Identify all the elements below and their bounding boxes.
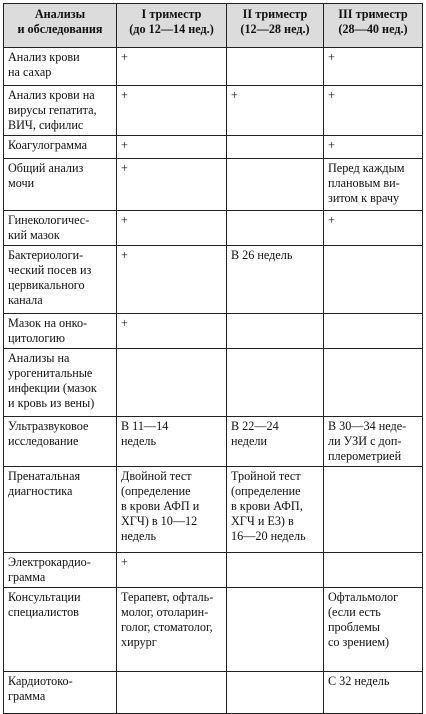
table-row	[4, 314, 423, 349]
cell-trimester-3	[324, 467, 423, 553]
cell-trimester-3: С 32 недель	[324, 672, 423, 714]
row-test-name: Коагулограмма	[4, 136, 117, 159]
table-row	[4, 159, 423, 211]
pregnancy-tests-table	[3, 3, 423, 714]
cell-trimester-2	[227, 349, 324, 417]
header-row	[4, 4, 423, 48]
header-tests: Анализы и обследования	[4, 4, 117, 48]
table-row	[4, 553, 423, 588]
row-test-name: Анализ крови на сахар	[4, 48, 117, 86]
cell-trimester-1: +	[117, 211, 227, 246]
row-test-name: Бактериологи- ческий посев из цервикального канала	[4, 246, 117, 314]
cell-trimester-2	[227, 136, 324, 159]
row-test-name: Пренатальная диагностика	[4, 467, 117, 553]
cell-trimester-3: +	[324, 48, 423, 86]
table-wrapper	[3, 3, 423, 714]
cell-trimester-2: +	[227, 86, 324, 136]
cell-trimester-3	[324, 553, 423, 588]
cell-trimester-1: +	[117, 159, 227, 211]
table-row	[4, 349, 423, 417]
header-trimester-3: III триместр (28—40 нед.)	[324, 4, 423, 48]
table-row	[4, 136, 423, 159]
cell-trimester-3	[324, 314, 423, 349]
row-test-name: Электрокардио- грамма	[4, 553, 117, 588]
cell-trimester-2	[227, 672, 324, 714]
table-row	[4, 672, 423, 714]
table-body	[4, 48, 423, 714]
cell-trimester-1: +	[117, 314, 227, 349]
cell-trimester-2	[227, 314, 324, 349]
table-row	[4, 246, 423, 314]
cell-trimester-3	[324, 349, 423, 417]
cell-trimester-2: В 26 недель	[227, 246, 324, 314]
row-test-name: Кардиотоко- грамма	[4, 672, 117, 714]
table-row	[4, 211, 423, 246]
cell-trimester-1: В 11—14 недель	[117, 417, 227, 467]
row-test-name: Общий анализ мочи	[4, 159, 117, 211]
table-row	[4, 417, 423, 467]
table-row	[4, 48, 423, 86]
cell-trimester-2: В 22—24 недели	[227, 417, 324, 467]
table-row	[4, 588, 423, 672]
cell-trimester-1: +	[117, 246, 227, 314]
cell-trimester-1	[117, 349, 227, 417]
cell-trimester-2	[227, 553, 324, 588]
cell-trimester-2	[227, 588, 324, 672]
cell-trimester-3: В 30—34 неде- ли УЗИ с доп- плерометрией	[324, 417, 423, 467]
cell-trimester-1: Терапевт, офталь- молог, отоларин- голог, стоматолог, хирург	[117, 588, 227, 672]
row-test-name: Гинекологичес- кий мазок	[4, 211, 117, 246]
row-test-name: Мазок на онко- цитологию	[4, 314, 117, 349]
row-test-name: Анализ крови на вирусы гепатита, ВИЧ, сифилис	[4, 86, 117, 136]
cell-trimester-3: +	[324, 211, 423, 246]
cell-trimester-3	[324, 246, 423, 314]
cell-trimester-2	[227, 211, 324, 246]
table-row	[4, 86, 423, 136]
header-trimester-1: I триместр (до 12—14 нед.)	[117, 4, 227, 48]
cell-trimester-3: +	[324, 86, 423, 136]
cell-trimester-3: +	[324, 136, 423, 159]
cell-trimester-1: +	[117, 136, 227, 159]
cell-trimester-1: Двойной тест (определение в крови АФП и ХГЧ) в 10—12 недель	[117, 467, 227, 553]
table-row	[4, 467, 423, 553]
cell-trimester-1: +	[117, 48, 227, 86]
row-test-name: Анализы на урогенитальные инфекции (мазок и кровь из вены)	[4, 349, 117, 417]
cell-trimester-3: Офтальмолог (если есть проблемы со зрением)	[324, 588, 423, 672]
cell-trimester-3: Перед каждым плановым ви- зитом к врачу	[324, 159, 423, 211]
cell-trimester-1	[117, 672, 227, 714]
row-test-name: Ультразвуковое исследование	[4, 417, 117, 467]
cell-trimester-2: Тройной тест (определение в крови АФП, ХГЧ и Е3) в 16—20 недель	[227, 467, 324, 553]
cell-trimester-1: +	[117, 86, 227, 136]
row-test-name: Консультации специалистов	[4, 588, 117, 672]
cell-trimester-1: +	[117, 553, 227, 588]
cell-trimester-2	[227, 48, 324, 86]
header-trimester-2: II триместр (12—28 нед.)	[227, 4, 324, 48]
cell-trimester-2	[227, 159, 324, 211]
